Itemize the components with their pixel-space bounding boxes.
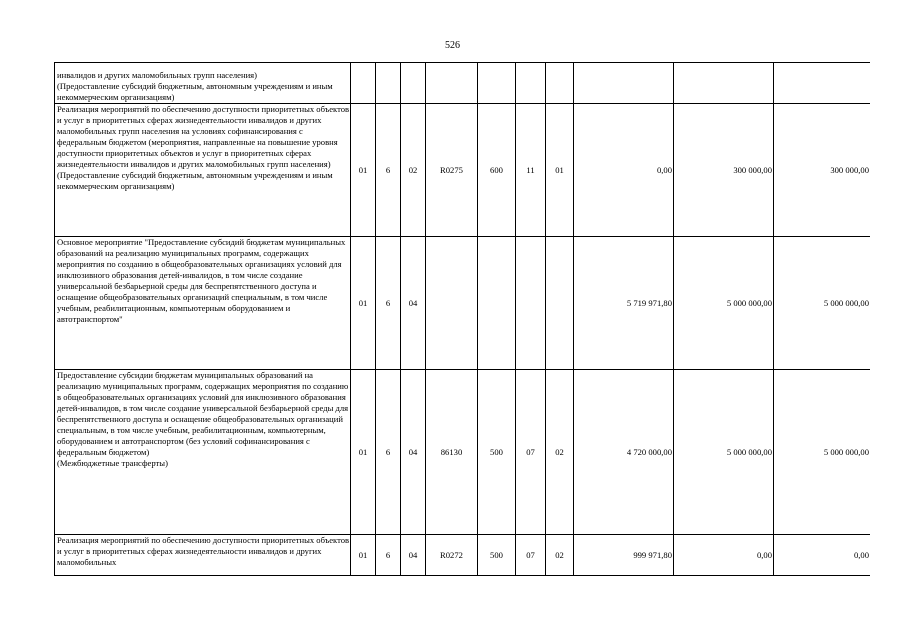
direction-code: 86130 — [426, 370, 478, 535]
table-row — [55, 104, 871, 237]
expense-type-code — [478, 237, 516, 370]
section-code — [516, 63, 546, 104]
table-row — [55, 237, 871, 370]
table-row — [55, 370, 871, 535]
subsection-code: 02 — [546, 535, 574, 576]
activity-code: 04 — [401, 237, 426, 370]
subsection-code — [546, 63, 574, 104]
row-description: инвалидов и других маломобильных групп населения) (Предоставление субсидий бюджетным, автономным учреждениям и иным некоммерческим организациям) — [55, 63, 351, 104]
amount-year-1: 999 971,80 — [574, 535, 674, 576]
table-body — [55, 63, 871, 576]
expense-type-code: 600 — [478, 104, 516, 237]
budget-table-container — [54, 62, 870, 586]
amount-year-3: 5 000 000,00 — [774, 370, 871, 535]
subprogram-code: 6 — [376, 104, 401, 237]
row-description: Основное мероприятие "Предоставление субсидий бюджетам муниципальных образований на реализацию муниципальных программ, содержащих мероприятия по созданию в общеобразовательных организациях условий для инклюзивного образования детей-инвалидов, в том числе создание универсальной безбарьерной среды для беспрепятственного доступа и оснащение общеобразовательных организаций специальным, в том числе учебным, реабилитационным, компьютерным оборудованием и автотранспортом" — [55, 237, 351, 370]
activity-code: 04 — [401, 370, 426, 535]
program-code: 01 — [351, 535, 376, 576]
expense-type-code — [478, 63, 516, 104]
page-number: 526 — [445, 40, 460, 51]
subprogram-code — [376, 63, 401, 104]
table-row — [55, 63, 871, 104]
section-code — [516, 237, 546, 370]
expense-type-code: 500 — [478, 535, 516, 576]
amount-year-3: 300 000,00 — [774, 104, 871, 237]
expense-type-code: 500 — [478, 370, 516, 535]
program-code — [351, 63, 376, 104]
amount-year-1 — [574, 63, 674, 104]
amount-year-3: 5 000 000,00 — [774, 237, 871, 370]
activity-code: 04 — [401, 535, 426, 576]
amount-year-2: 5 000 000,00 — [674, 237, 774, 370]
row-description: Реализация мероприятий по обеспечению доступности приоритетных объектов и услуг в приоритетных сферах жизнедеятельности инвалидов и других маломобильных — [55, 535, 351, 576]
budget-table — [54, 62, 870, 576]
program-code: 01 — [351, 237, 376, 370]
amount-year-2 — [674, 63, 774, 104]
amount-year-3: 0,00 — [774, 535, 871, 576]
amount-year-3 — [774, 63, 871, 104]
subsection-code: 02 — [546, 370, 574, 535]
row-description: Реализация мероприятий по обеспечению доступности приоритетных объектов и услуг в приоритетных сферах жизнедеятельности инвалидов и других маломобильных групп населения на условиях софинансирования с федеральным бюджетом (мероприятия, направленные на повышение уровня доступности приоритетных объектов и услуг в приоритетных сферах жизнедеятельности инвалидов и других маломобильных групп населения) (Предоставление субсидий бюджетным, автономным учреждениям и иным некоммерческим организациям) — [55, 104, 351, 237]
direction-code — [426, 237, 478, 370]
activity-code: 02 — [401, 104, 426, 237]
section-code: 07 — [516, 370, 546, 535]
amount-year-2: 5 000 000,00 — [674, 370, 774, 535]
program-code: 01 — [351, 104, 376, 237]
amount-year-2: 0,00 — [674, 535, 774, 576]
amount-year-1: 0,00 — [574, 104, 674, 237]
table-row — [55, 535, 871, 576]
direction-code: R0275 — [426, 104, 478, 237]
program-code: 01 — [351, 370, 376, 535]
amount-year-2: 300 000,00 — [674, 104, 774, 237]
subprogram-code: 6 — [376, 237, 401, 370]
section-code: 07 — [516, 535, 546, 576]
direction-code — [426, 63, 478, 104]
subprogram-code: 6 — [376, 370, 401, 535]
amount-year-1: 4 720 000,00 — [574, 370, 674, 535]
subsection-code: 01 — [546, 104, 574, 237]
amount-year-1: 5 719 971,80 — [574, 237, 674, 370]
row-description: Предоставление субсидии бюджетам муниципальных образований на реализацию муниципальных программ, содержащих мероприятия по созданию в общеобразовательных организациях условий для инклюзивного образования детей-инвалидов, в том числе создание универсальной безбарьерной среды для беспрепятственного доступа и оснащение общеобразовательных организаций специальным, в том числе учебным, реабилитационным, компьютерным, оборудованием и автотранспортом (без условий софинансирования с федеральным бюджетом) (Межбюджетные трансферты) — [55, 370, 351, 535]
subprogram-code: 6 — [376, 535, 401, 576]
direction-code: R0272 — [426, 535, 478, 576]
activity-code — [401, 63, 426, 104]
subsection-code — [546, 237, 574, 370]
section-code: 11 — [516, 104, 546, 237]
